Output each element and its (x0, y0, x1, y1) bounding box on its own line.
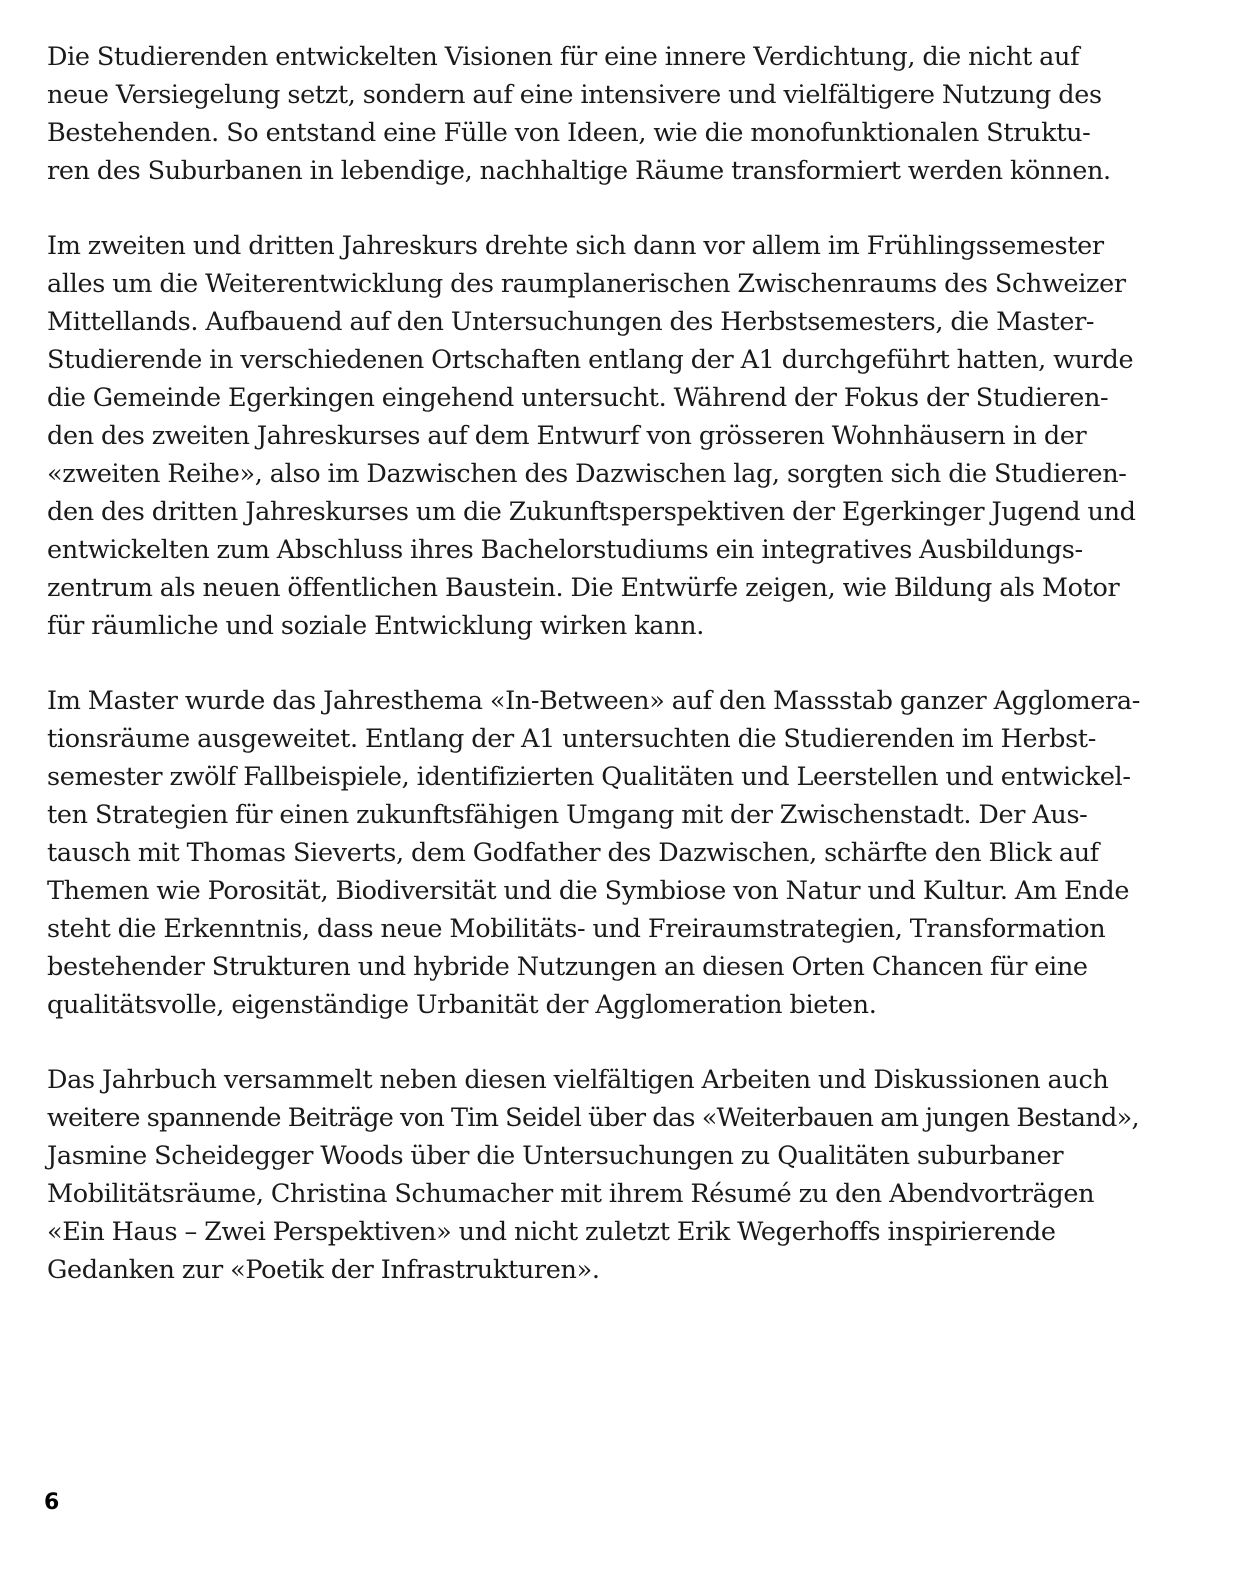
text-line: Im Master wurde das Jahresthema «In-Between» auf den Massstab ganzer Agglomera- (47, 686, 1140, 716)
text-line: qualitätsvolle, eigenständige Urbanität der Agglomeration bieten. (47, 990, 877, 1020)
text-line: den des dritten Jahreskurses um die Zukunftsperspektiven der Egerkinger Jugend und (47, 497, 1136, 527)
text-line: «zweiten Reihe», also im Dazwischen des Dazwischen lag, sorgten sich die Studieren- (47, 459, 1127, 489)
text-line: semester zwölf Fallbeispiele, identifizierten Qualitäten und Leerstellen und entwickel- (47, 762, 1131, 792)
text-line: bestehender Strukturen und hybride Nutzungen an diesen Orten Chancen für eine (47, 952, 1088, 982)
text-line: Themen wie Porosität, Biodiversität und die Symbiose von Natur und Kultur. Am Ende (47, 876, 1130, 906)
text-line: tausch mit Thomas Sieverts, dem Godfather des Dazwischen, schärfte den Blick auf (47, 838, 1099, 868)
text-line: «Ein Haus – Zwei Perspektiven» und nicht zuletzt Erik Wegerhoffs inspirierende (47, 1217, 1056, 1247)
text-line: Mittellands. Aufbauend auf den Untersuchungen des Herbstsemesters, die Master- (47, 307, 1095, 337)
text-line: für räumliche und soziale Entwicklung wirken kann. (47, 611, 705, 641)
text-line: entwickelten zum Abschluss ihres Bachelorstudiums ein integratives Ausbildungs- (47, 535, 1083, 565)
text-line: Die Studierenden entwickelten Visionen für eine innere Verdichtung, die nicht auf (47, 42, 1080, 72)
text-line: Gedanken zur «Poetik der Infrastrukturen». (47, 1255, 600, 1285)
text-line: ren des Suburbanen in lebendige, nachhaltige Räume transformiert werden können. (47, 156, 1111, 186)
page-number: 6 (44, 1490, 60, 1515)
page-body (47, 38, 1142, 1326)
paragraph-3 (47, 682, 1142, 1024)
text-line: den des zweiten Jahreskurses auf dem Entwurf von grösseren Wohnhäusern in der (47, 421, 1087, 451)
text-line: Jasmine Scheidegger Woods über die Untersuchungen zu Qualitäten suburbaner (47, 1141, 1064, 1171)
text-line: Studierende in verschiedenen Ortschaften entlang der A1 durchgeführt hatten, wurde (47, 345, 1134, 375)
paragraph-1 (47, 38, 1142, 190)
paragraph-2 (47, 227, 1142, 645)
text-line: die Gemeinde Egerkingen eingehend untersucht. Während der Fokus der Studieren- (47, 383, 1109, 413)
text-line: Im zweiten und dritten Jahreskurs drehte sich dann vor allem im Frühlingssemester (47, 231, 1104, 261)
text-line: ten Strategien für einen zukunftsfähigen Umgang mit der Zwischenstadt. Der Aus- (47, 800, 1088, 830)
text-line: Bestehenden. So entstand eine Fülle von Ideen, wie die monofunktionalen Struktu- (47, 118, 1091, 148)
text-line: Mobilitätsräume, Christina Schumacher mit ihrem Résumé zu den Abendvorträgen (47, 1179, 1095, 1209)
text-line: alles um die Weiterentwicklung des raumplanerischen Zwischenraums des Schweizer (47, 269, 1126, 299)
text-line: Das Jahrbuch versammelt neben diesen vielfältigen Arbeiten und Diskussionen auch (47, 1065, 1109, 1095)
text-line: tionsräume ausgeweitet. Entlang der A1 untersuchten die Studierenden im Herbst- (47, 724, 1096, 754)
text-line: neue Versiegelung setzt, sondern auf eine intensivere und vielfältigere Nutzung des (47, 80, 1102, 110)
paragraph-4 (47, 1061, 1142, 1289)
text-line: weitere spannende Beiträge von Tim Seidel über das «Weiterbauen am jungen Bestand», (47, 1103, 1139, 1133)
text-line: zentrum als neuen öffentlichen Baustein. Die Entwürfe zeigen, wie Bildung als Motor (47, 573, 1120, 603)
text-line: steht die Erkenntnis, dass neue Mobilitäts- und Freiraumstrategien, Transformation (47, 914, 1106, 944)
